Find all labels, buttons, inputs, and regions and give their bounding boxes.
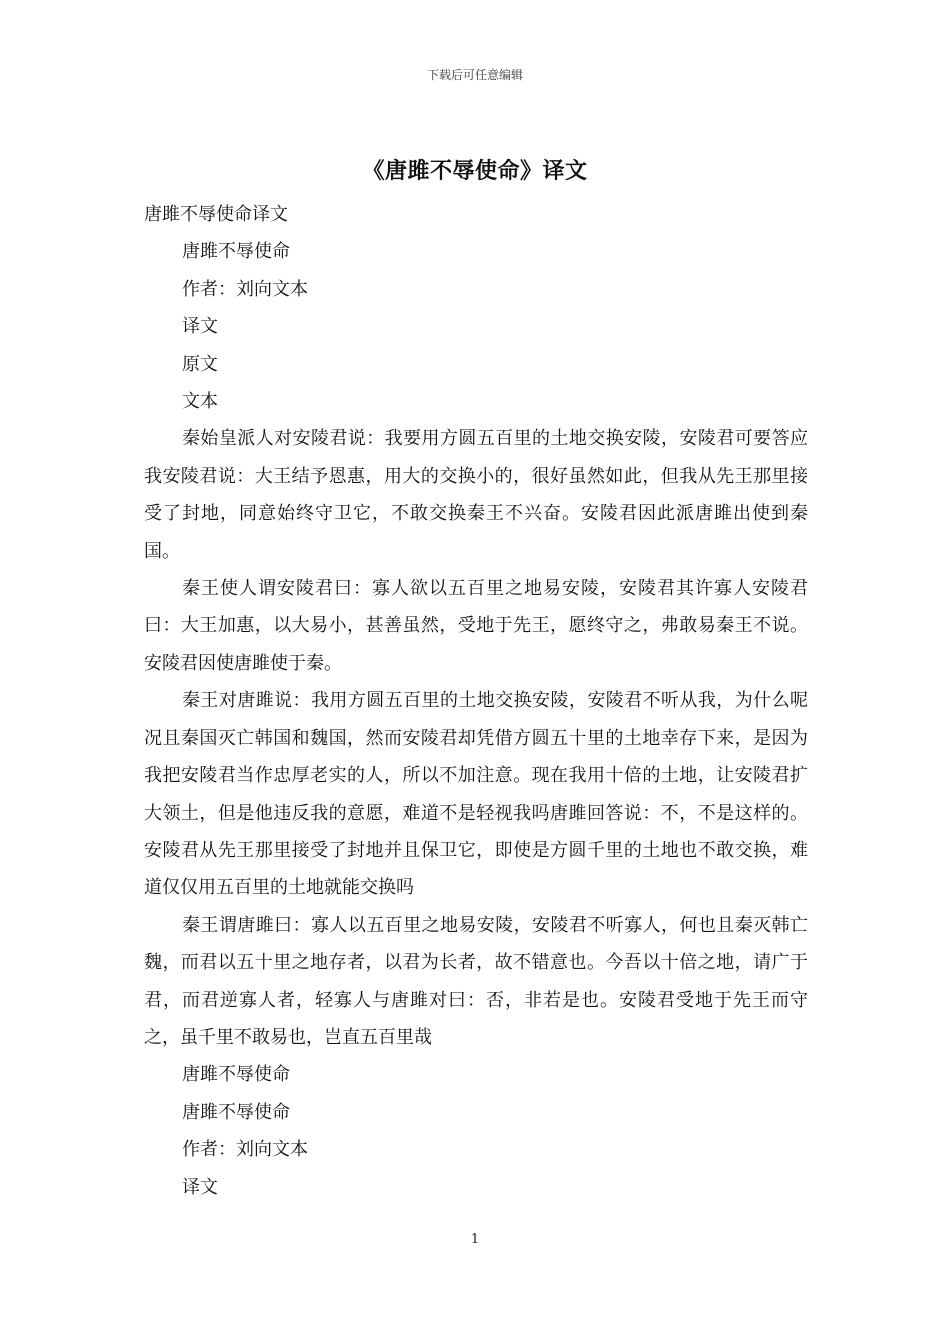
text-line: 原文 <box>182 353 218 375</box>
text-line: 译文 <box>182 316 218 338</box>
text-line: 唐雎不辱使命 <box>182 241 290 263</box>
page-header-note: 下载后可任意编辑 <box>426 68 523 82</box>
document-title: 《唐雎不辱使命》译文 <box>362 158 588 184</box>
paragraph-translation-2: 秦王对唐雎说：我用方圆五百里的土地交换安陵，安陵君不听从我，为什么呢况且秦国灭亡韩国和魏国，然而安陵君却凭借方圆五十里的土地幸存下来，是因为我把安陵君当作忠厚老实的人，所以不加注意。现在我用十倍的土地，让安陵君扩大领土，但是他违反我的意愿，难道不是轻视我吗唐雎回答说：不，不是这样的。安陵君从先王那里接受了封地并且保卫它，即使是方圆千里的土地也不敢交换，难道仅仅用五百里的土地就能交换吗 <box>144 690 808 899</box>
heading-line: 唐雎不辱使命译文 <box>144 204 288 225</box>
author-line: 作者：刘向文本 <box>182 278 308 300</box>
text-line: 唐雎不辱使命 <box>182 1101 290 1123</box>
text-line: 文本 <box>182 391 218 413</box>
text-line: 译文 <box>182 1176 218 1198</box>
text-line: 唐雎不辱使命 <box>182 1064 290 1086</box>
author-line: 作者：刘向文本 <box>182 1139 308 1161</box>
paragraph-translation-1: 秦始皇派人对安陵君说：我要用方圆五百里的土地交换安陵，安陵君可要答应我安陵君说：大王结予恩惠，用大的交换小的，很好虽然如此，但我从先王那里接受了封地，同意始终守卫它，不敢交换秦王不兴奋。安陵君因此派唐雎出使到秦国。 <box>144 428 808 562</box>
paragraph-original-1: 秦王使人谓安陵君曰：寡人欲以五百里之地易安陵，安陵君其许寡人安陵君曰：大王加惠，以大易小，甚善虽然，受地于先王，愿终守之，弗敢易秦王不说。安陵君因使唐雎使于秦。 <box>144 578 808 674</box>
document-body <box>144 196 808 1206</box>
paragraph-original-2: 秦王谓唐雎曰：寡人以五百里之地易安陵，安陵君不听寡人，何也且秦灭韩亡魏，而君以五十里之地存者，以君为长者，故不错意也。今吾以十倍之地，请广于君，而君逆寡人者，轻寡人与唐雎对曰：否，非若是也。安陵君受地于先王而守之，虽千里不敢易也，岂直五百里哉 <box>144 914 808 1048</box>
page-number: 1 <box>470 1232 480 1247</box>
